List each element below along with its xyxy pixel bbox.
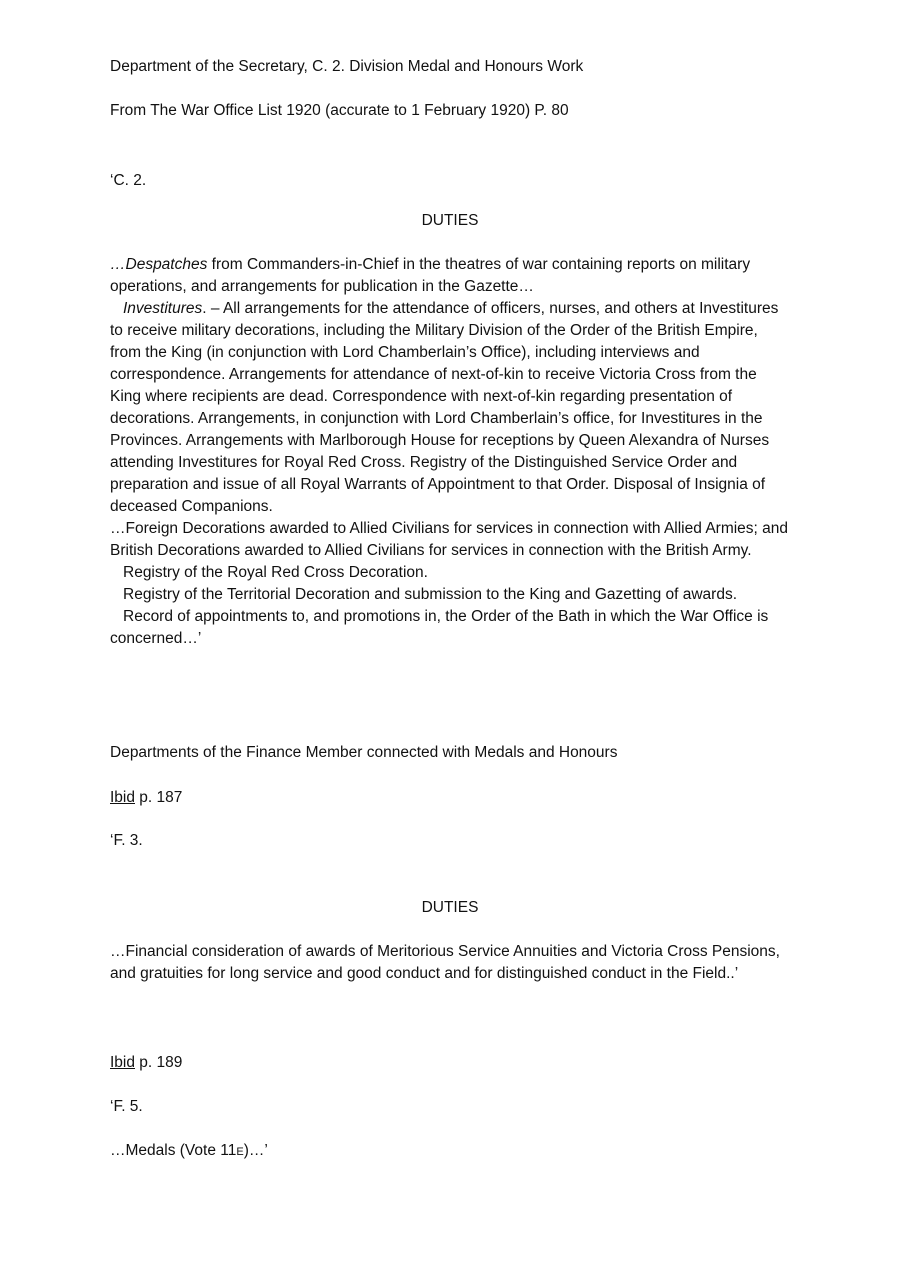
despatches-text: from Commanders-in-Chief in the theatres of war containing reports on military operations, and arrangements for publication in the Gazette… bbox=[110, 256, 751, 295]
c2-paragraph-order-of-bath: Record of appointments to, and promotions in, the Order of the Bath in which the War Office is concerned…’ bbox=[110, 608, 769, 647]
ibid-label: Ibid bbox=[110, 789, 135, 806]
ibid-reference-189 bbox=[110, 1052, 182, 1074]
ibid-page-2: p. 189 bbox=[135, 1054, 183, 1071]
f3-paragraph: …Financial consideration of awards of Meritorious Service Annuities and Victoria Cross Pensions, and gratuities for long service and good conduct and for distinguished conduct in the Field..’ bbox=[110, 943, 780, 982]
c2-duties-text bbox=[110, 254, 792, 650]
c2-paragraph-foreign-decorations: …Foreign Decorations awarded to Allied Civilians for services in connection with Allied Armies; and British Decorations awarded to Allied Civilians for services in connection with the British Army. bbox=[110, 520, 789, 559]
ibid-reference-187 bbox=[110, 787, 182, 809]
header-source: From The War Office List 1920 (accurate to 1 February 1920) P. 80 bbox=[110, 102, 569, 119]
medals-text: …Medals (Vote 11 bbox=[110, 1142, 237, 1159]
investitures-italic: Investitures bbox=[123, 300, 203, 317]
header-department: Department of the Secretary, C. 2. Division Medal and Honours Work bbox=[110, 58, 584, 75]
c2-paragraph-territorial: Registry of the Territorial Decoration and submission to the King and Gazetting of awards. bbox=[123, 586, 738, 603]
section-ref-c2: ‘C. 2. bbox=[110, 172, 147, 189]
section-ref-f5: ‘F. 5. bbox=[110, 1098, 143, 1115]
medals-vote-line bbox=[110, 1140, 268, 1163]
finance-section-title: Departments of the Finance Member connected with Medals and Honours bbox=[110, 744, 618, 761]
c2-paragraph-despatches bbox=[110, 254, 792, 298]
despatches-italic: …Despatches bbox=[110, 256, 208, 273]
ibid-page: p. 187 bbox=[135, 789, 183, 806]
c2-paragraph-investitures bbox=[110, 298, 792, 518]
c2-paragraph-royal-red-cross: Registry of the Royal Red Cross Decoration. bbox=[123, 564, 428, 581]
medals-vote-suffix: E bbox=[236, 1146, 244, 1158]
duties-heading-c2: DUTIES bbox=[421, 212, 479, 229]
ibid-label-2: Ibid bbox=[110, 1054, 135, 1071]
f3-duties-text bbox=[110, 941, 792, 985]
duties-heading-f3: DUTIES bbox=[421, 899, 479, 916]
medals-text-end: )…’ bbox=[243, 1142, 268, 1159]
section-ref-f3: ‘F. 3. bbox=[110, 832, 143, 849]
investitures-text: . – All arrangements for the attendance of officers, nurses, and others at Investitures to receive military decorations, including the Military Division of the Order of the British Empire, from the King (in conjunction with Lord Chamberlain’s Office), including interviews and correspondence. Arrangements for attendance of next-of-kin to receive Victoria Cross from the King where recipients are dead. Correspondence with next-of-kin regarding presentation of decorations. Arrangements, in conjunction with Lord Chamberlain’s office, for Investitures in the Provinces. Arrangements with Marlborough House for receptions by Queen Alexandra of Nurses attending Investitures for Royal Red Cross. Registry of the Distinguished Service Order and preparation and issue of all Royal Warrants of Appointment to that Order. Disposal of Insignia of deceased Companions. bbox=[110, 300, 779, 515]
